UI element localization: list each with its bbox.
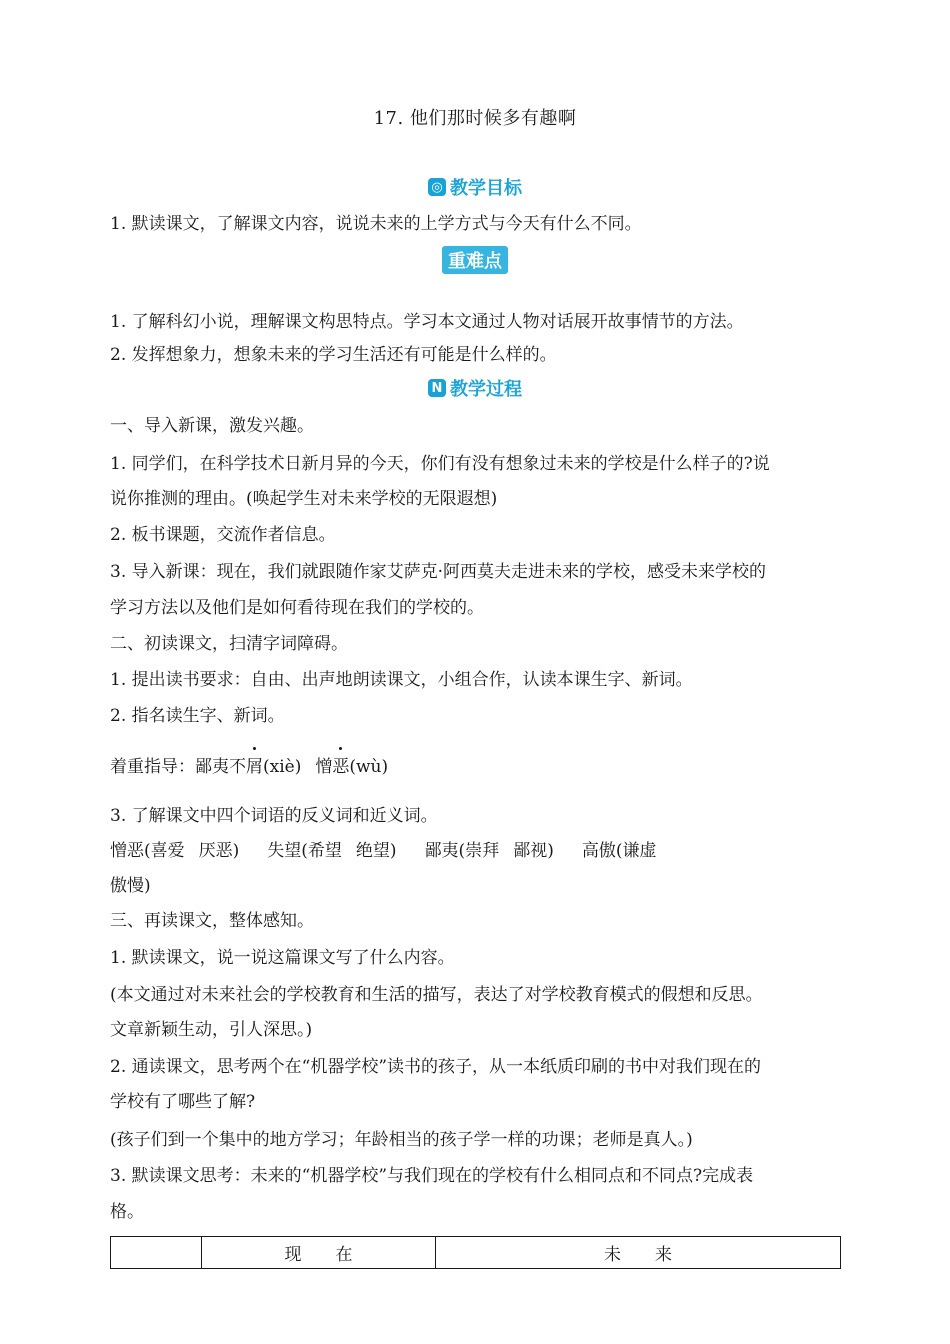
- table-row: [111, 1237, 841, 1269]
- dotted-char: 屑: [246, 757, 263, 777]
- process-line: 学校有了哪些了解?: [110, 1092, 256, 1112]
- process-line: 3. 默读课文思考：未来的“机器学校”与我们现在的学校有什么相同点和不同点?完成表: [110, 1166, 754, 1186]
- antonym-group: 憎恶(喜爱: [110, 841, 185, 861]
- section-heading-key-points: [0, 245, 950, 275]
- section-heading-process: [0, 373, 950, 403]
- process-icon: N: [428, 379, 446, 397]
- antonym-group: 绝望): [355, 841, 397, 861]
- table-header-now: 现 在: [202, 1237, 436, 1269]
- process-line: 3. 导入新课：现在，我们就跟随作家艾萨克·阿西莫夫走进未来的学校，感受未来学校的: [110, 562, 767, 582]
- section-label-goals: 教学目标: [450, 178, 522, 199]
- process-line: 1. 提出读书要求：自由、出声地朗读课文，小组合作，认读本课生字、新词。: [110, 670, 693, 690]
- antonyms-continued: 傲慢): [110, 876, 151, 896]
- process-line: 文章新颖生动，引人深思。): [110, 1020, 313, 1040]
- process-line: 2. 板书课题，交流作者信息。: [110, 525, 336, 545]
- process-line: 二、初读课文，扫清字词障碍。: [110, 634, 348, 654]
- process-line: (本文通过对未来社会的学校教育和生活的描写，表达了对学校教育模式的假想和反思。: [110, 985, 763, 1005]
- antonym-group: 高傲(谦虚: [581, 841, 657, 861]
- antonym-group: 鄙视): [513, 841, 554, 861]
- process-line: (孩子们到一个集中的地方学习；年龄相当的孩子学一样的功课；老师是真人。): [110, 1130, 693, 1150]
- antonym-group: 失望(希望: [267, 841, 342, 861]
- comparison-table: [110, 1236, 841, 1269]
- table-header-cell: [111, 1237, 202, 1269]
- lesson-title: 17. 他们那时候多有趣啊: [373, 108, 577, 129]
- process-line: 一、导入新课，激发兴趣。: [110, 416, 314, 436]
- section-label-key-points: 重难点: [442, 246, 508, 274]
- antonym-group: 厌恶): [198, 841, 240, 861]
- word-part: 憎: [315, 757, 333, 777]
- guidance-prefix: 着重指导：鄙夷不: [110, 757, 246, 777]
- process-line: 三、再读课文，整体感知。: [110, 911, 314, 931]
- goals-text: 1. 默读课文，了解课文内容，说说未来的上学方式与今天有什么不同。: [110, 214, 642, 234]
- process-line: 学习方法以及他们是如何看待现在我们的学校的。: [110, 598, 484, 618]
- pinyin: (wù): [349, 757, 389, 777]
- antonym-group: 鄙夷(崇拜: [424, 841, 500, 861]
- antonyms-row: [110, 839, 656, 863]
- process-line: 1. 默读课文，说一说这篇课文写了什么内容。: [110, 948, 455, 968]
- dotted-char: 恶: [332, 757, 350, 777]
- process-line: 1. 同学们，在科学技术日新月异的今天，你们有没有想象过未来的学校是什么样子的?说: [110, 454, 770, 474]
- section-heading-goals: [0, 172, 950, 202]
- section-label-process: 教学过程: [450, 379, 522, 400]
- key-point-line: 2. 发挥想象力，想象未来的学习生活还有可能是什么样的。: [110, 345, 557, 365]
- pinyin: (xiè): [263, 757, 302, 777]
- process-line: 2. 通读课文，思考两个在“机器学校”读书的孩子，从一本纸质印刷的书中对我们现在的: [110, 1057, 762, 1077]
- key-point-line: 1. 了解科幻小说，理解课文构思特点。学习本文通过人物对话展开故事情节的方法。: [110, 312, 744, 332]
- table-header-future: 未 来: [436, 1237, 841, 1269]
- pronunciation-guidance: [110, 755, 388, 779]
- process-line: 说你推测的理由。(唤起学生对未来学校的无限遐想): [110, 489, 498, 509]
- process-line: 格。: [110, 1202, 144, 1222]
- process-line: 2. 指名读生字、新词。: [110, 706, 285, 726]
- target-icon: ◎: [428, 178, 446, 196]
- antonyms-intro: 3. 了解课文中四个词语的反义词和近义词。: [110, 806, 438, 826]
